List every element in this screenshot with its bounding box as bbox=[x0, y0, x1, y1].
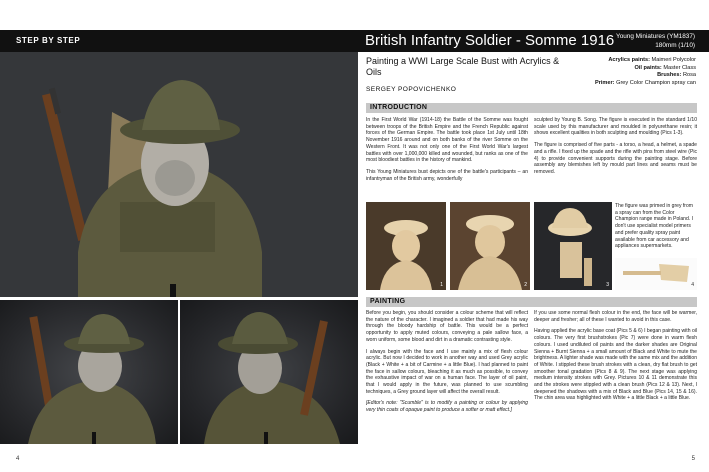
materials-item: Oil paints: Master Class bbox=[634, 64, 696, 71]
materials-item: Primer: Grey Color Champion spray can bbox=[594, 79, 696, 86]
section-heading-painting: PAINTING bbox=[366, 297, 697, 307]
page-number-left: 4 bbox=[16, 456, 20, 462]
figure-number: 4 bbox=[691, 282, 694, 288]
bust-side-photo-left bbox=[0, 300, 178, 444]
intro-paragraph: sculpted by Young B. Song. The figure is executed in the standard 1/10 scale used by this manufacturer and moulded in polyurethane resin; it shows excellent qualities in both sculpting and moulding (Pics 1-3). bbox=[534, 117, 697, 137]
page-number-right: 5 bbox=[691, 456, 695, 462]
figure-number: 2 bbox=[524, 282, 527, 288]
materials-item: Brushes: Rosa bbox=[657, 72, 696, 79]
figure-photo-4 bbox=[615, 258, 697, 290]
intro-paragraph: The figure is comprised of five parts - a torso, a head, a helmet, a spade and a rifle. I fixed up the spade and the rifle with pins from steel wire (Pic 4) to provide convenient supports during the painting stage. Before assembly any blemishes left by mould part lines and seams must be removed. bbox=[534, 142, 697, 175]
soldier-back-illustration bbox=[180, 300, 358, 444]
intro-column-1 bbox=[366, 117, 528, 187]
article-title: British Infantry Soldier - Somme 1916 bbox=[365, 32, 615, 49]
main-bust-photo bbox=[0, 52, 358, 297]
article-author: SERGEY POPOVICHENKO bbox=[366, 86, 457, 93]
kit-scale: 180mm (1/10) bbox=[655, 41, 695, 49]
intro-column-side bbox=[615, 203, 697, 255]
intro-paragraph: This Young Miniatures bust depicts one of the battle's participants – an infantryman of the British army, wonderfully bbox=[366, 168, 528, 182]
figure-photo-1 bbox=[366, 202, 446, 290]
spade-part-illustration bbox=[615, 258, 697, 290]
resin-parts-illustration bbox=[534, 202, 612, 290]
intro-column-2 bbox=[534, 117, 697, 181]
painting-paragraph: If you use some normal flesh colour in the end, the face will be warmer, deeper and fresher; all of these I wanted to avoid in this case. bbox=[534, 310, 697, 323]
section-heading-introduction: INTRODUCTION bbox=[366, 103, 697, 113]
materials-item: Acrylics paints: Maimeri Polycolor bbox=[608, 57, 696, 63]
painting-column-1 bbox=[366, 310, 528, 419]
painting-paragraph: I always begin with the face and I use mainly a mix of flesh colour acrylic. But now I decided to work in another way and used Grey acrylic (Black + White + a bit of Carmine + a little Blue). I had planned to paint the face in sallow colours, bleaching it as much as possible, to convey the exhaustive impact of war on a human face. The layer of oil paint, that I would apply in the future, was planned to use scumbling techniques, a Grey ground layer will affect the overall result. bbox=[366, 348, 528, 395]
materials-list bbox=[572, 57, 696, 87]
figure-photo-3 bbox=[534, 202, 612, 290]
painting-paragraph: Having applied the acrylic base coat (Pics 5 & 6) I began painting with oil colours. The very first brushstrokes (Pic 7) were done in warm flesh colours. I used undiluted oil paints and the darker shades are Original Sienna + Burnt Sienna + a small amount of Black and White to mute the brightness. A lighter shade was made with the same mix and the addition of White. I stippled these brush strokes with a clean, dry flat brush to get smoother tonal gradation (Pics 8 & 9). The next stage was applying medium intensity strokes with Grey. Pictures 10 & 11 demonstrate this and the strokes were stippled with a clean brush (Pics 12 & 13). Next, I deepened the shadows with a mix of Black and Blue (Pics 14, 15 & 16). The chin area was highlighted with White + a little Black + a little Blue. bbox=[534, 328, 697, 402]
intro-paragraph: In the First World War (1914-18) the Battle of the Somme was fought between troops of the British Empire and the French Republic against forces of the German Empire. The battle took place 1st July until 18th November 1916 around and on both banks of the river Somme on the Western Front. It was not only one of the First World War's largest battles with over 1,000,000 killed and wounded, but ranks as one of the most bloodiest battles in the history of mankind. bbox=[366, 117, 528, 164]
article-subtitle: Painting a WWI Large Scale Bust with Acrylics & Oils bbox=[366, 56, 560, 77]
manufacturer: Young Miniatures (YM1837) bbox=[616, 33, 695, 40]
kit-info bbox=[616, 33, 695, 50]
figure-number: 1 bbox=[440, 282, 443, 288]
section-label: STEP BY STEP bbox=[16, 36, 81, 45]
resin-head-illustration bbox=[366, 202, 446, 290]
intro-paragraph: The figure was primed in grey from a spray can from the Color Champion range made in Poland. I don't use specialist model primers and prefer quality spray paint available from car accessory and appliances supermarkets. bbox=[615, 203, 693, 250]
bust-side-photo-right bbox=[180, 300, 358, 444]
resin-bust-illustration bbox=[450, 202, 530, 290]
painting-column-2 bbox=[534, 310, 697, 407]
figure-photo-2 bbox=[450, 202, 530, 290]
editor-note: [Editor's note: "Scumble" is to modify a painting or colour by applying very thin coats of opaque paint to produce a softer or matt effect.] bbox=[366, 400, 528, 414]
soldier-profile-illustration bbox=[0, 300, 178, 444]
soldier-bust-illustration bbox=[0, 52, 358, 297]
figure-number: 3 bbox=[606, 282, 609, 288]
painting-paragraph: Before you begin, you should consider a colour scheme that will reflect the nature of the character. I imagined a soldier that had made his way through the bloody hardship of battle. This would be a perfect opportunity to apply muted colours, conveying a pale sallow face, a worn uniform, some blood and dirt in a dramatic contrasting style. bbox=[366, 310, 528, 343]
